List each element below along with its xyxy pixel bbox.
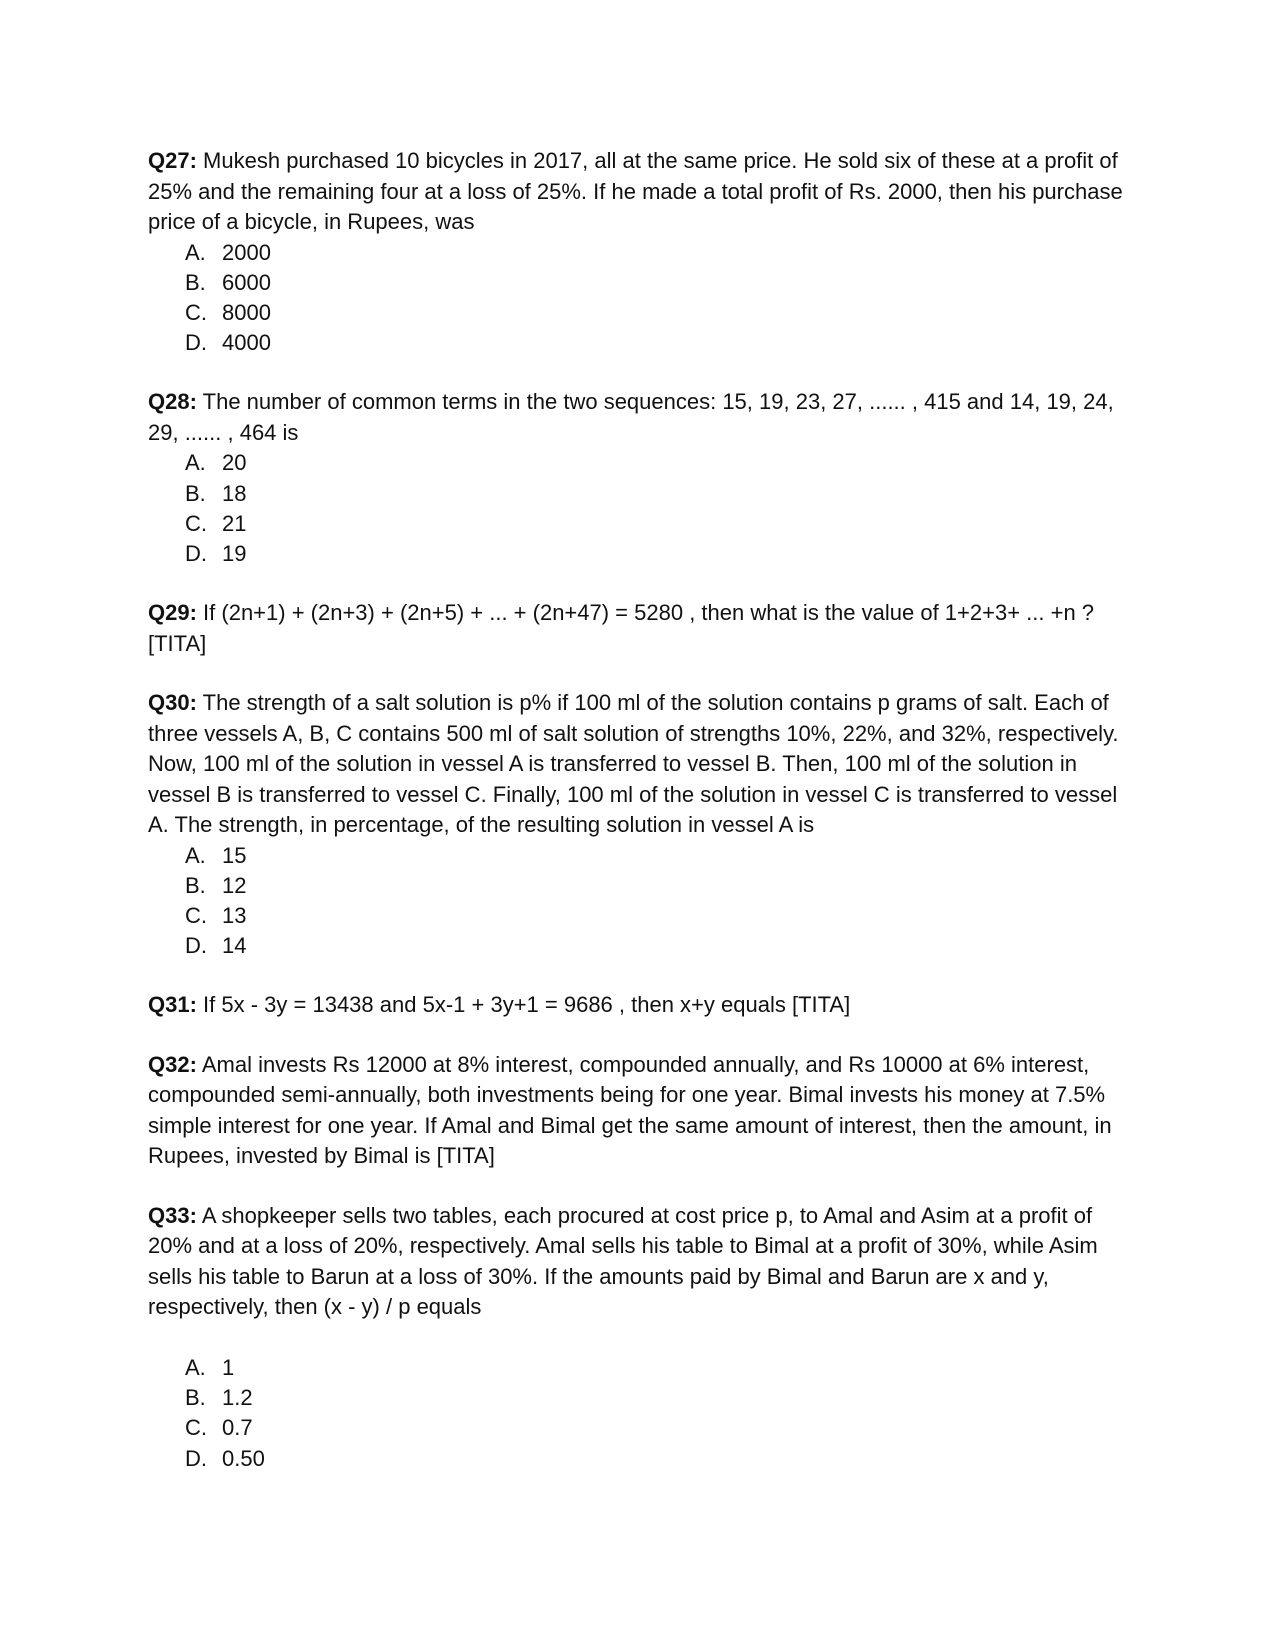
option-value: 19 [222, 540, 247, 566]
option-d [185, 328, 1128, 358]
option-letter: C. [185, 903, 207, 929]
option-value: 4000 [222, 330, 271, 356]
answer-options [148, 448, 1128, 569]
option-value: 12 [222, 872, 247, 898]
question-28 [148, 387, 1128, 569]
option-a [185, 841, 1128, 871]
option-letter: B. [185, 1385, 206, 1411]
option-value: 13 [222, 903, 247, 929]
option-c [185, 298, 1128, 328]
question-29 [148, 598, 1128, 659]
question-stem [148, 146, 1128, 238]
option-letter: D. [185, 933, 207, 959]
option-letter: A. [185, 842, 206, 868]
question-33 [148, 1201, 1128, 1474]
option-d [185, 539, 1128, 569]
option-value: 0.50 [222, 1445, 265, 1471]
answer-options [148, 238, 1128, 359]
option-value: 6000 [222, 269, 271, 295]
option-value: 1 [222, 1354, 235, 1380]
question-number: Q30: [148, 690, 197, 716]
option-letter: A. [185, 239, 206, 265]
option-value: 20 [222, 450, 247, 476]
question-number: Q31: [148, 992, 197, 1018]
question-text: The strength of a salt solution is p% if 100 ml of the solution contains p grams of salt. Each of three vessels A, B, C contains 500 ml of salt solution of strengths 10%, 22%, and 32%, respectively. Now, 100 ml of the solution in vessel A is transferred to vessel B. Then, 100 ml of the solution in vessel B is transferred to vessel C. Finally, 100 ml of the solution in vessel C is transferred to vessel A. The strength, in percentage, of the resulting solution in vessel A is [148, 690, 1119, 838]
option-a [185, 1353, 1128, 1383]
option-a [185, 448, 1128, 478]
question-text: A shopkeeper sells two tables, each procured at cost price p, to Amal and Asim at a profit of 20% and at a loss of 20%, respectively. Amal sells his table to Bimal at a profit of 30%, while Asim sells his table to Barun at a loss of 30%. If the amounts paid by Bimal and Barun are x and y, respectively, then (x - y) / p equals [148, 1202, 1098, 1320]
question-text: If 5x - 3y = 13438 and 5x-1 + 3y+1 = 9686 , then x+y equals [TITA] [203, 992, 851, 1018]
question-number: Q28: [148, 389, 197, 415]
option-letter: B. [185, 872, 206, 898]
answer-options [148, 841, 1128, 962]
option-c [185, 509, 1128, 539]
question-stem [148, 387, 1128, 448]
question-number: Q27: [148, 148, 197, 173]
option-letter: B. [185, 480, 206, 506]
question-31 [148, 990, 1128, 1021]
option-c [185, 1413, 1128, 1443]
option-letter: D. [185, 1445, 207, 1471]
option-letter: D. [185, 330, 207, 356]
option-d [185, 1444, 1128, 1474]
question-text: If (2n+1) + (2n+3) + (2n+5) + ... + (2n+47) = 5280 , then what is the value of 1+2+3+ ... +n ? [TITA] [148, 600, 1095, 656]
option-a [185, 238, 1128, 268]
option-value: 2000 [222, 239, 271, 265]
question-30 [148, 688, 1128, 961]
option-value: 15 [222, 842, 247, 868]
question-stem [148, 688, 1128, 841]
option-value: 0.7 [222, 1415, 253, 1441]
option-value: 14 [222, 933, 247, 959]
option-value: 8000 [222, 299, 271, 325]
option-d [185, 931, 1128, 961]
question-number: Q33: [148, 1202, 197, 1228]
option-b [185, 268, 1128, 298]
option-b [185, 1383, 1128, 1413]
option-letter: B. [185, 269, 206, 295]
question-stem [148, 1050, 1128, 1172]
question-27 [148, 146, 1128, 358]
question-32 [148, 1050, 1128, 1172]
option-letter: A. [185, 450, 206, 476]
option-value: 18 [222, 480, 247, 506]
question-paper [148, 146, 1128, 1503]
question-text: Mukesh purchased 10 bicycles in 2017, all at the same price. He sold six of these at a profit of 25% and the remaining four at a loss of 25%. If he made a total profit of Rs. 2000, then his purchase price of a bicycle, in Rupees, was [148, 148, 1123, 234]
option-letter: A. [185, 1354, 206, 1380]
option-value: 1.2 [222, 1385, 253, 1411]
question-text: The number of common terms in the two sequences: 15, 19, 23, 27, ...... , 415 and 14, 19, 24, 29, ...... , 464 is [148, 389, 1114, 445]
option-letter: C. [185, 510, 207, 536]
option-b [185, 479, 1128, 509]
option-letter: D. [185, 540, 207, 566]
question-text: Amal invests Rs 12000 at 8% interest, compounded annually, and Rs 10000 at 6% interest, compounded semi-annually, both investments being for one year. Bimal invests his money at 7.5% simple interest for one year. If Amal and Bimal get the same amount of interest, then the amount, in Rupees, invested by Bimal is [TITA] [148, 1051, 1112, 1169]
option-value: 21 [222, 510, 247, 536]
question-stem [148, 1201, 1128, 1323]
option-b [185, 871, 1128, 901]
option-letter: C. [185, 299, 207, 325]
question-number: Q32: [148, 1051, 197, 1077]
option-c [185, 901, 1128, 931]
option-letter: C. [185, 1415, 207, 1441]
question-number: Q29: [148, 600, 197, 626]
question-stem [148, 598, 1128, 659]
question-stem [148, 990, 1128, 1021]
answer-options [148, 1353, 1128, 1474]
